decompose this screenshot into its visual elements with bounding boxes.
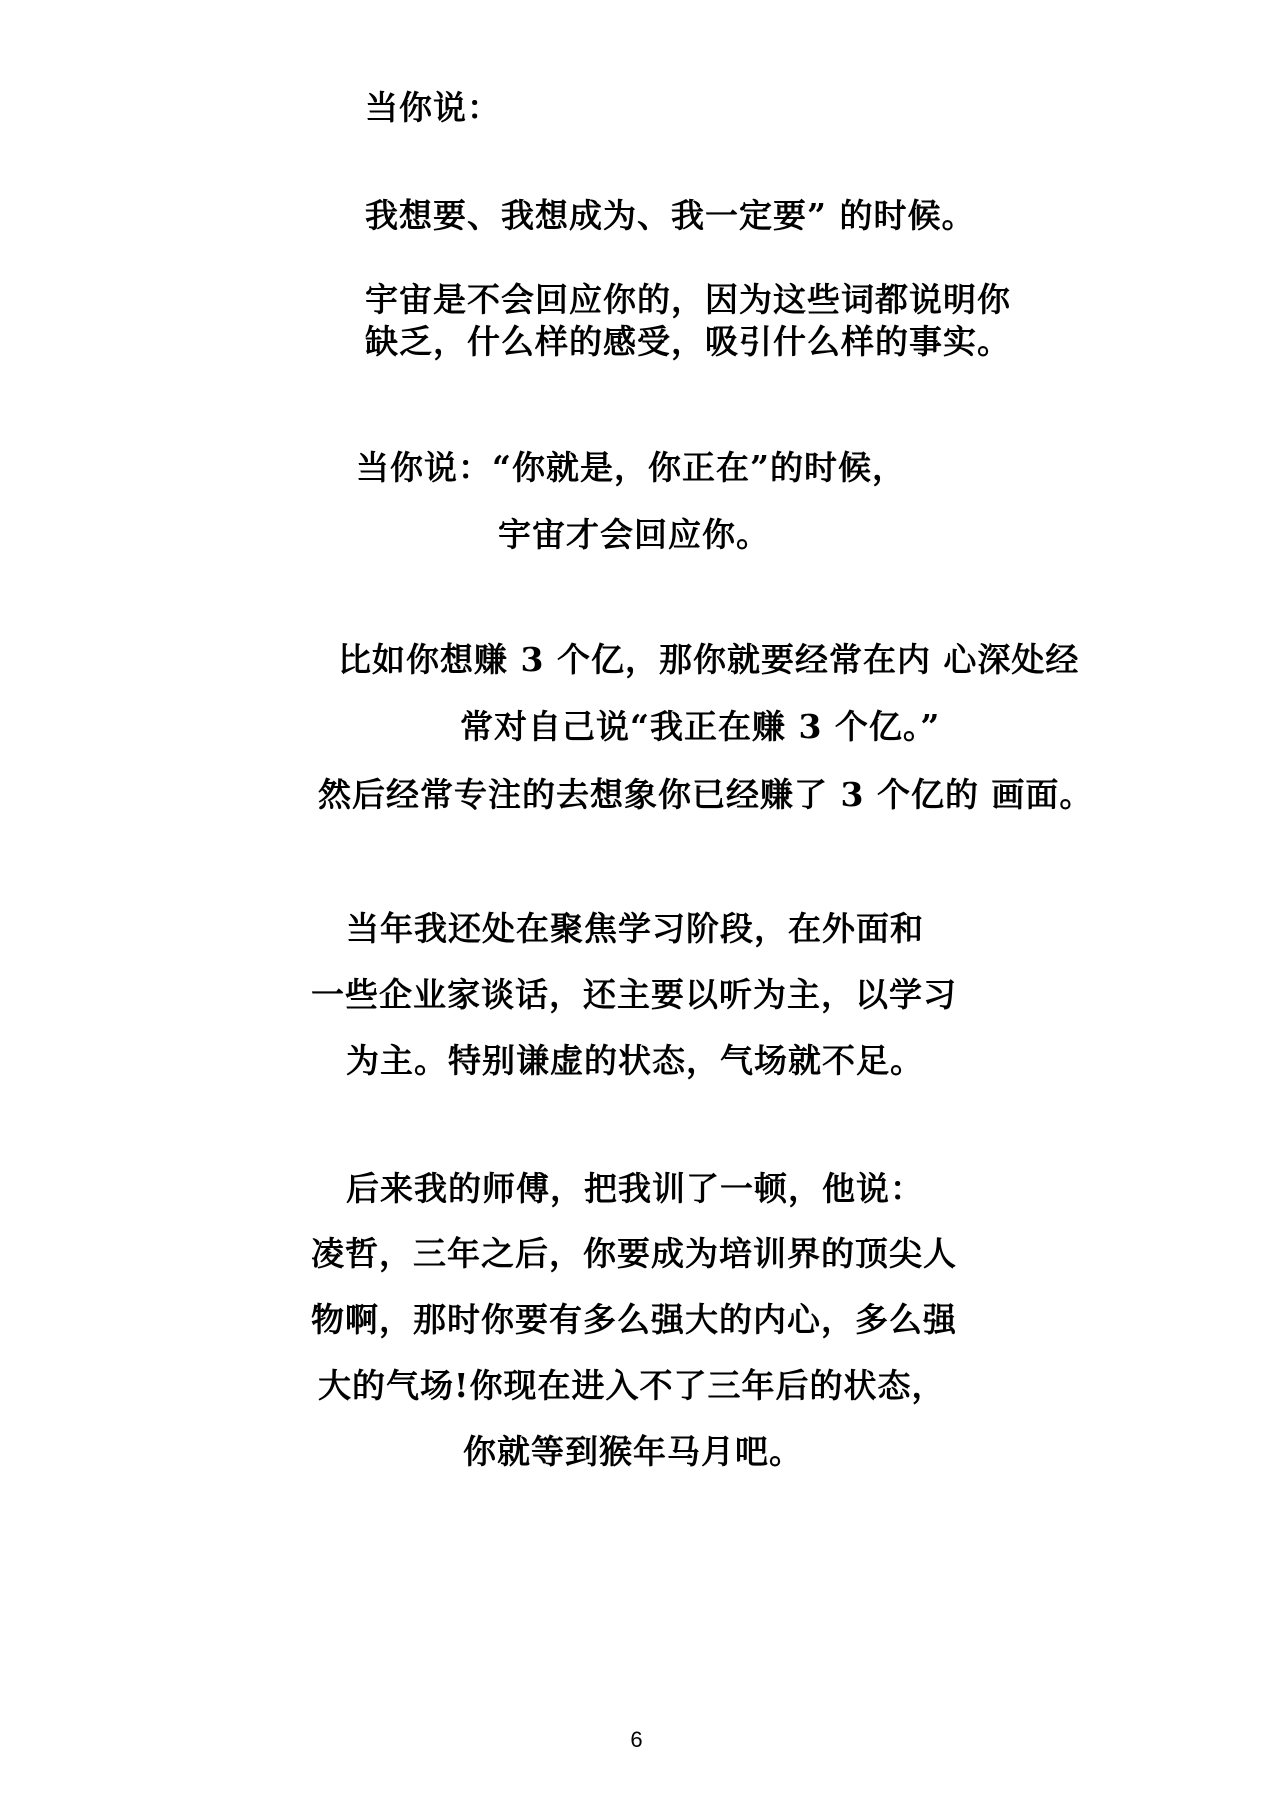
text-line: 缺乏，什么样的感受，吸引什么样的事实。 (365, 322, 1011, 361)
text-line: 后来我的师傅，把我训了一顿，他说： (346, 1169, 924, 1208)
text-line: 一些企业家谈话，还主要以听为主，以学习 (311, 975, 957, 1014)
text-line: 常对自己说“我正在赚 3 个亿。” (460, 707, 941, 746)
text-line: 凌哲，三年之后，你要成为培训界的顶尖人 (311, 1234, 957, 1273)
text-line: 当年我还处在聚焦学习阶段，在外面和 (346, 909, 924, 948)
text-line: 宇宙才会回应你。 (498, 515, 770, 554)
text-line: 宇宙是不会回应你的，因为这些词都说明你 (365, 280, 1011, 319)
text-line: 物啊，那时你要有多么强大的内心，多么强 (311, 1300, 957, 1339)
text-line: 你就等到猴年马月吧。 (463, 1432, 803, 1471)
text-line: 为主。特别谦虚的状态，气场就不足。 (346, 1041, 924, 1080)
text-line: 当你说：“你就是，你正在”的时候， (356, 448, 906, 487)
page-number: 6 (630, 1727, 643, 1752)
text-line: 我想要、我想成为、我一定要” 的时候。 (365, 196, 976, 235)
text-line: 当你说： (365, 88, 501, 127)
text-line: 然后经常专注的去想象你已经赚了 3 个亿的 画面。 (318, 775, 1094, 814)
text-line: 大的气场!你现在进入不了三年后的状态， (318, 1366, 946, 1405)
text-line: 比如你想赚 3 个亿，那你就要经常在内 心深处经 (338, 640, 1080, 679)
